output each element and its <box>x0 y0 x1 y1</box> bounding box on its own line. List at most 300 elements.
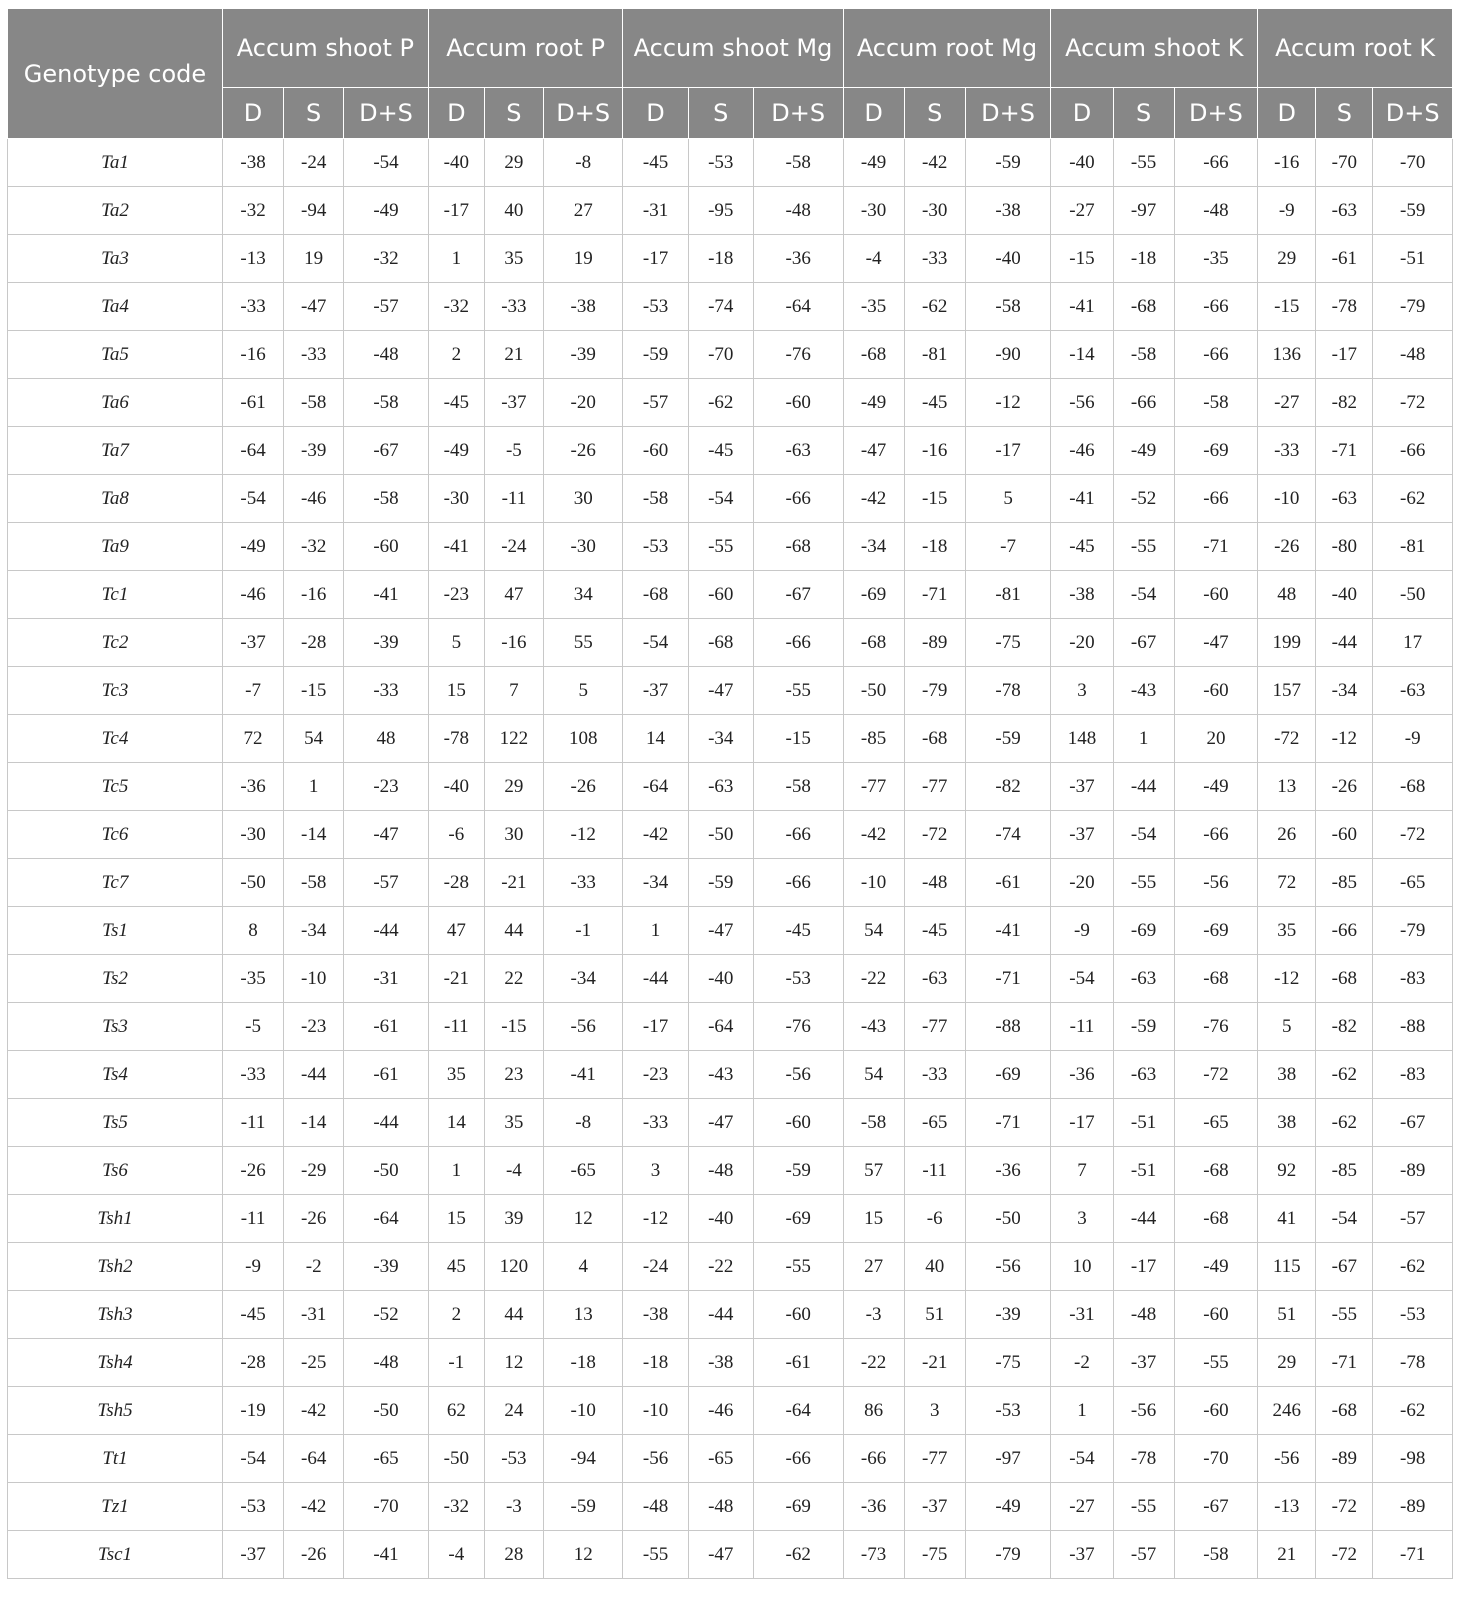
value-cell: -74 <box>965 811 1051 859</box>
value-cell: -73 <box>843 1531 904 1579</box>
value-cell: 39 <box>484 1195 543 1243</box>
value-cell: -21 <box>484 859 543 907</box>
value-cell: -33 <box>543 859 623 907</box>
value-cell: 21 <box>1258 1531 1316 1579</box>
value-cell: -11 <box>904 1147 965 1195</box>
value-cell: -10 <box>543 1387 623 1435</box>
value-cell: 40 <box>904 1243 965 1291</box>
value-cell: -55 <box>1316 1291 1373 1339</box>
value-cell: -77 <box>904 1003 965 1051</box>
value-cell: -63 <box>904 955 965 1003</box>
value-cell: -55 <box>1113 523 1174 571</box>
value-cell: -65 <box>1174 1099 1258 1147</box>
value-cell: -37 <box>1113 1339 1174 1387</box>
value-cell: -19 <box>222 1387 283 1435</box>
value-cell: -54 <box>1051 1435 1113 1483</box>
value-cell: -64 <box>688 1003 753 1051</box>
value-cell: 38 <box>1258 1051 1316 1099</box>
value-cell: -51 <box>1113 1147 1174 1195</box>
value-cell: -37 <box>1051 763 1113 811</box>
table-row <box>8 907 1453 955</box>
sub-header: D+S <box>753 88 843 139</box>
value-cell: -16 <box>222 331 283 379</box>
value-cell: -82 <box>1316 1003 1373 1051</box>
value-cell: 22 <box>484 955 543 1003</box>
group-header-root-mg: Accum root Mg <box>843 9 1051 88</box>
value-cell: -44 <box>688 1291 753 1339</box>
value-cell: -83 <box>1373 1051 1453 1099</box>
value-cell: -48 <box>623 1483 688 1531</box>
value-cell: -64 <box>284 1435 344 1483</box>
value-cell: -26 <box>1316 763 1373 811</box>
value-cell: -21 <box>904 1339 965 1387</box>
value-cell: -60 <box>1316 811 1373 859</box>
genotype-code-cell: Ts1 <box>8 907 223 955</box>
value-cell: -58 <box>344 379 429 427</box>
value-cell: -48 <box>344 331 429 379</box>
value-cell: 27 <box>843 1243 904 1291</box>
value-cell: -64 <box>623 763 688 811</box>
value-cell: -48 <box>753 187 843 235</box>
table-row <box>8 1147 1453 1195</box>
value-cell: -40 <box>1316 571 1373 619</box>
value-cell: -32 <box>428 1483 484 1531</box>
value-cell: -12 <box>623 1195 688 1243</box>
value-cell: -63 <box>1113 1051 1174 1099</box>
value-cell: 1 <box>623 907 688 955</box>
value-cell: -47 <box>688 1099 753 1147</box>
value-cell: 35 <box>484 235 543 283</box>
value-cell: -62 <box>1316 1051 1373 1099</box>
value-cell: -47 <box>1174 619 1258 667</box>
value-cell: -72 <box>1373 379 1453 427</box>
value-cell: -37 <box>1051 811 1113 859</box>
value-cell: 55 <box>543 619 623 667</box>
value-cell: -36 <box>843 1483 904 1531</box>
value-cell: -59 <box>688 859 753 907</box>
value-cell: -15 <box>484 1003 543 1051</box>
value-cell: -7 <box>965 523 1051 571</box>
value-cell: -15 <box>284 667 344 715</box>
value-cell: -55 <box>753 667 843 715</box>
value-cell: -34 <box>688 715 753 763</box>
value-cell: -60 <box>1174 571 1258 619</box>
value-cell: -46 <box>688 1387 753 1435</box>
value-cell: -17 <box>1316 331 1373 379</box>
value-cell: -41 <box>428 523 484 571</box>
value-cell: -44 <box>284 1051 344 1099</box>
value-cell: -63 <box>1316 187 1373 235</box>
value-cell: -49 <box>965 1483 1051 1531</box>
value-cell: 38 <box>1258 1099 1316 1147</box>
value-cell: -68 <box>1316 955 1373 1003</box>
value-cell: -71 <box>1174 523 1258 571</box>
value-cell: -30 <box>222 811 283 859</box>
value-cell: -28 <box>428 859 484 907</box>
value-cell: -10 <box>284 955 344 1003</box>
value-cell: -4 <box>428 1531 484 1579</box>
value-cell: -39 <box>965 1291 1051 1339</box>
value-cell: -41 <box>1051 283 1113 331</box>
value-cell: -68 <box>753 523 843 571</box>
value-cell: -81 <box>965 571 1051 619</box>
value-cell: -44 <box>344 1099 429 1147</box>
value-cell: -54 <box>344 139 429 187</box>
table-row <box>8 859 1453 907</box>
value-cell: -17 <box>428 187 484 235</box>
value-cell: -17 <box>1051 1099 1113 1147</box>
sub-header: D+S <box>344 88 429 139</box>
value-cell: -68 <box>1174 1195 1258 1243</box>
genotype-code-header: Genotype code <box>8 9 223 139</box>
table-row <box>8 763 1453 811</box>
value-cell: -68 <box>1316 1387 1373 1435</box>
value-cell: -48 <box>1113 1291 1174 1339</box>
sub-header: D+S <box>1174 88 1258 139</box>
table-row <box>8 1003 1453 1051</box>
value-cell: -72 <box>1174 1051 1258 1099</box>
value-cell: -45 <box>904 379 965 427</box>
value-cell: -75 <box>965 1339 1051 1387</box>
value-cell: -58 <box>753 763 843 811</box>
genotype-code-cell: Ts6 <box>8 1147 223 1195</box>
value-cell: 30 <box>484 811 543 859</box>
value-cell: -53 <box>484 1435 543 1483</box>
value-cell: -55 <box>1174 1339 1258 1387</box>
value-cell: -65 <box>904 1099 965 1147</box>
value-cell: -38 <box>623 1291 688 1339</box>
genotype-code-cell: Ts4 <box>8 1051 223 1099</box>
value-cell: -18 <box>543 1339 623 1387</box>
sub-header: D <box>1051 88 1113 139</box>
table-row <box>8 1291 1453 1339</box>
value-cell: -31 <box>623 187 688 235</box>
table-body <box>8 139 1453 1579</box>
value-cell: -40 <box>428 139 484 187</box>
group-header-shoot-p: Accum shoot P <box>222 9 428 88</box>
value-cell: -40 <box>688 1195 753 1243</box>
value-cell: -66 <box>753 619 843 667</box>
value-cell: -56 <box>1113 1387 1174 1435</box>
value-cell: -50 <box>965 1195 1051 1243</box>
value-cell: 1 <box>284 763 344 811</box>
value-cell: -49 <box>843 379 904 427</box>
value-cell: -42 <box>843 475 904 523</box>
value-cell: -71 <box>1316 427 1373 475</box>
value-cell: -37 <box>222 1531 283 1579</box>
table-row <box>8 139 1453 187</box>
value-cell: 26 <box>1258 811 1316 859</box>
value-cell: 1 <box>428 235 484 283</box>
value-cell: -43 <box>1113 667 1174 715</box>
value-cell: -6 <box>904 1195 965 1243</box>
genotype-code-cell: Ta8 <box>8 475 223 523</box>
value-cell: -22 <box>843 1339 904 1387</box>
value-cell: -54 <box>623 619 688 667</box>
value-cell: 72 <box>222 715 283 763</box>
value-cell: -35 <box>843 283 904 331</box>
value-cell: -95 <box>688 187 753 235</box>
value-cell: -65 <box>344 1435 429 1483</box>
value-cell: -33 <box>222 283 283 331</box>
table-row <box>8 187 1453 235</box>
table-row <box>8 1195 1453 1243</box>
value-cell: -17 <box>623 235 688 283</box>
value-cell: -50 <box>344 1387 429 1435</box>
value-cell: -63 <box>1316 475 1373 523</box>
value-cell: -66 <box>1174 139 1258 187</box>
table-row <box>8 475 1453 523</box>
value-cell: -14 <box>284 811 344 859</box>
value-cell: -50 <box>428 1435 484 1483</box>
value-cell: -37 <box>222 619 283 667</box>
value-cell: -66 <box>1174 283 1258 331</box>
value-cell: -85 <box>1316 859 1373 907</box>
value-cell: -70 <box>1174 1435 1258 1483</box>
value-cell: -79 <box>1373 283 1453 331</box>
value-cell: -48 <box>344 1339 429 1387</box>
value-cell: 7 <box>484 667 543 715</box>
value-cell: -49 <box>1174 763 1258 811</box>
value-cell: 1 <box>1051 1387 1113 1435</box>
table-row <box>8 1483 1453 1531</box>
value-cell: -27 <box>1051 1483 1113 1531</box>
sub-header: D <box>623 88 688 139</box>
table-row <box>8 1051 1453 1099</box>
value-cell: -9 <box>1373 715 1453 763</box>
value-cell: -68 <box>688 619 753 667</box>
value-cell: 21 <box>484 331 543 379</box>
value-cell: -71 <box>1373 1531 1453 1579</box>
value-cell: 15 <box>843 1195 904 1243</box>
value-cell: 51 <box>904 1291 965 1339</box>
value-cell: -26 <box>543 763 623 811</box>
value-cell: -71 <box>1316 1339 1373 1387</box>
value-cell: -33 <box>1258 427 1316 475</box>
sub-header: S <box>688 88 753 139</box>
value-cell: -48 <box>904 859 965 907</box>
value-cell: -10 <box>1258 475 1316 523</box>
value-cell: 12 <box>543 1195 623 1243</box>
value-cell: 5 <box>428 619 484 667</box>
value-cell: 29 <box>484 139 543 187</box>
genotype-code-cell: Tc6 <box>8 811 223 859</box>
value-cell: -60 <box>753 1291 843 1339</box>
value-cell: 35 <box>1258 907 1316 955</box>
value-cell: -8 <box>543 1099 623 1147</box>
genotype-code-cell: Ta5 <box>8 331 223 379</box>
value-cell: -47 <box>688 907 753 955</box>
value-cell: -78 <box>428 715 484 763</box>
value-cell: -88 <box>965 1003 1051 1051</box>
value-cell: 29 <box>484 763 543 811</box>
value-cell: -47 <box>284 283 344 331</box>
value-cell: -71 <box>965 1099 1051 1147</box>
value-cell: -45 <box>753 907 843 955</box>
value-cell: -69 <box>843 571 904 619</box>
value-cell: -37 <box>1051 1531 1113 1579</box>
value-cell: -77 <box>904 1435 965 1483</box>
value-cell: -48 <box>1174 187 1258 235</box>
value-cell: -78 <box>1373 1339 1453 1387</box>
value-cell: 15 <box>428 1195 484 1243</box>
value-cell: -4 <box>484 1147 543 1195</box>
value-cell: -34 <box>1316 667 1373 715</box>
value-cell: -56 <box>965 1243 1051 1291</box>
value-cell: -36 <box>1051 1051 1113 1099</box>
sub-header: S <box>1113 88 1174 139</box>
value-cell: -41 <box>1051 475 1113 523</box>
value-cell: -79 <box>1373 907 1453 955</box>
value-cell: -34 <box>543 955 623 1003</box>
value-cell: 3 <box>1051 1195 1113 1243</box>
value-cell: -68 <box>1373 763 1453 811</box>
value-cell: -12 <box>543 811 623 859</box>
value-cell: -97 <box>965 1435 1051 1483</box>
table-row <box>8 379 1453 427</box>
table-header <box>8 9 1453 139</box>
value-cell: -18 <box>688 235 753 283</box>
value-cell: -89 <box>904 619 965 667</box>
value-cell: -58 <box>1174 1531 1258 1579</box>
value-cell: 8 <box>222 907 283 955</box>
value-cell: -47 <box>344 811 429 859</box>
sub-header: D+S <box>543 88 623 139</box>
genotype-code-cell: Tt1 <box>8 1435 223 1483</box>
value-cell: 48 <box>1258 571 1316 619</box>
value-cell: -5 <box>484 427 543 475</box>
value-cell: -74 <box>688 283 753 331</box>
value-cell: -6 <box>428 811 484 859</box>
value-cell: -67 <box>1174 1483 1258 1531</box>
value-cell: -30 <box>843 187 904 235</box>
value-cell: -32 <box>222 187 283 235</box>
value-cell: -55 <box>1113 1483 1174 1531</box>
value-cell: -77 <box>843 763 904 811</box>
value-cell: -85 <box>1316 1147 1373 1195</box>
value-cell: -82 <box>1316 379 1373 427</box>
value-cell: -59 <box>965 715 1051 763</box>
value-cell: -50 <box>1373 571 1453 619</box>
value-cell: -75 <box>904 1531 965 1579</box>
value-cell: -69 <box>753 1195 843 1243</box>
value-cell: -1 <box>428 1339 484 1387</box>
value-cell: -58 <box>284 379 344 427</box>
value-cell: -66 <box>1174 475 1258 523</box>
value-cell: -66 <box>1316 907 1373 955</box>
value-cell: 86 <box>843 1387 904 1435</box>
value-cell: -42 <box>904 139 965 187</box>
value-cell: -45 <box>904 907 965 955</box>
value-cell: 115 <box>1258 1243 1316 1291</box>
table-row <box>8 619 1453 667</box>
value-cell: -26 <box>284 1195 344 1243</box>
value-cell: 17 <box>1373 619 1453 667</box>
value-cell: -38 <box>688 1339 753 1387</box>
value-cell: -4 <box>843 235 904 283</box>
value-cell: 28 <box>484 1531 543 1579</box>
value-cell: -1 <box>543 907 623 955</box>
value-cell: -68 <box>1174 1147 1258 1195</box>
value-cell: -42 <box>284 1483 344 1531</box>
value-cell: 62 <box>428 1387 484 1435</box>
value-cell: 57 <box>843 1147 904 1195</box>
value-cell: -89 <box>1373 1147 1453 1195</box>
value-cell: -45 <box>688 427 753 475</box>
header-sub-row <box>8 88 1453 139</box>
value-cell: -46 <box>284 475 344 523</box>
genotype-code-cell: Ts5 <box>8 1099 223 1147</box>
genotype-code-cell: Ta2 <box>8 187 223 235</box>
value-cell: 4 <box>543 1243 623 1291</box>
value-cell: -33 <box>284 331 344 379</box>
value-cell: 13 <box>543 1291 623 1339</box>
value-cell: -63 <box>1373 667 1453 715</box>
value-cell: -34 <box>843 523 904 571</box>
genotype-code-cell: Ta6 <box>8 379 223 427</box>
value-cell: 246 <box>1258 1387 1316 1435</box>
value-cell: -59 <box>753 1147 843 1195</box>
value-cell: 5 <box>543 667 623 715</box>
value-cell: -72 <box>904 811 965 859</box>
value-cell: -53 <box>623 523 688 571</box>
value-cell: -53 <box>965 1387 1051 1435</box>
group-header-shoot-mg: Accum shoot Mg <box>623 9 843 88</box>
value-cell: -62 <box>1316 1099 1373 1147</box>
value-cell: 108 <box>543 715 623 763</box>
genotype-code-cell: Tc1 <box>8 571 223 619</box>
value-cell: -54 <box>1316 1195 1373 1243</box>
value-cell: -58 <box>965 283 1051 331</box>
value-cell: -7 <box>222 667 283 715</box>
value-cell: -38 <box>543 283 623 331</box>
value-cell: -22 <box>688 1243 753 1291</box>
value-cell: -10 <box>843 859 904 907</box>
value-cell: -57 <box>1373 1195 1453 1243</box>
value-cell: -82 <box>965 763 1051 811</box>
value-cell: -39 <box>344 1243 429 1291</box>
value-cell: 12 <box>484 1339 543 1387</box>
value-cell: -68 <box>1174 955 1258 1003</box>
value-cell: -81 <box>1373 523 1453 571</box>
value-cell: -49 <box>1174 1243 1258 1291</box>
value-cell: -44 <box>623 955 688 1003</box>
header-group-row <box>8 9 1453 88</box>
value-cell: -69 <box>965 1051 1051 1099</box>
value-cell: -53 <box>1373 1291 1453 1339</box>
value-cell: 47 <box>428 907 484 955</box>
value-cell: -70 <box>1316 139 1373 187</box>
genotype-code-cell: Ta9 <box>8 523 223 571</box>
value-cell: -60 <box>344 523 429 571</box>
value-cell: -36 <box>222 763 283 811</box>
value-cell: 72 <box>1258 859 1316 907</box>
value-cell: -31 <box>1051 1291 1113 1339</box>
value-cell: -54 <box>1051 955 1113 1003</box>
value-cell: -23 <box>623 1051 688 1099</box>
value-cell: -40 <box>688 955 753 1003</box>
value-cell: 5 <box>965 475 1051 523</box>
value-cell: -66 <box>1373 427 1453 475</box>
value-cell: -67 <box>753 571 843 619</box>
value-cell: -72 <box>1316 1483 1373 1531</box>
value-cell: 41 <box>1258 1195 1316 1243</box>
table-row <box>8 1387 1453 1435</box>
value-cell: -14 <box>284 1099 344 1147</box>
value-cell: -42 <box>623 811 688 859</box>
value-cell: 24 <box>484 1387 543 1435</box>
value-cell: 2 <box>428 331 484 379</box>
